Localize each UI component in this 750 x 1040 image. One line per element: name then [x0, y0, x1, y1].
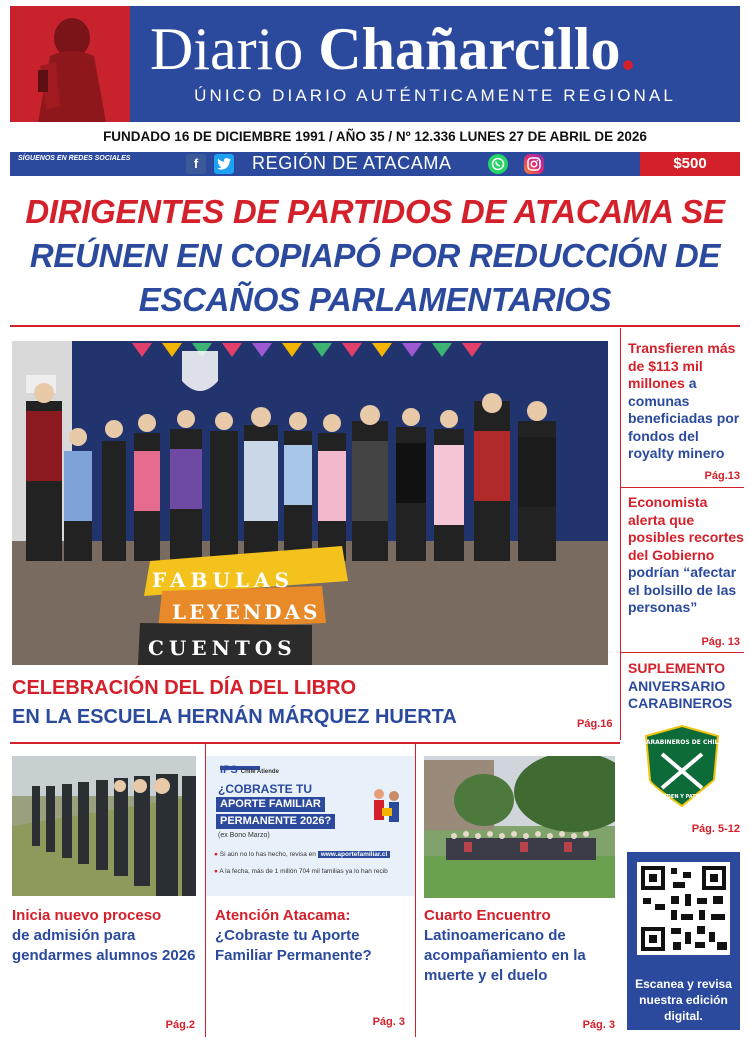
sidebar-rule — [620, 652, 744, 653]
sidebar-suplemento-label: SUPLEMENTO — [628, 660, 725, 676]
gendarmes-text: de admisión para gendarmes alumnos 2026 — [12, 927, 196, 964]
sidebar-story-royalty-lead: Transfieren más de $113 mil millones — [628, 340, 736, 391]
whatsapp-icon[interactable] — [488, 154, 508, 174]
encuentro-story[interactable] — [424, 906, 614, 986]
encuentro-text: Latinoamericano de acompañamiento en la muerte y el duelo — [424, 927, 586, 984]
sidebar-story-economista-lead: Economista alerta que posibles recortes del Gobierno — [628, 494, 744, 563]
gendarmes-page: Pág.2 — [165, 1019, 195, 1031]
tagline: ÚNICO DIARIO AUTÉNTICAMENTE REGIONAL — [194, 86, 676, 105]
sidebar-story-economista[interactable] — [628, 494, 744, 617]
social-label: SÍGUENOS EN REDES SOCIALES — [18, 155, 131, 162]
headline-line-3: ESCAÑOS PARLAMENTARIOS — [138, 281, 612, 318]
sidebar-story-royalty-page: Pág.13 — [704, 470, 740, 482]
instagram-icon[interactable] — [524, 154, 544, 174]
aporte-story[interactable] — [215, 906, 410, 966]
facebook-icon[interactable]: f — [186, 154, 206, 174]
sidebar-divider — [620, 328, 621, 740]
aporte-text: ¿Cobraste tu Aporte Familiar Permanente? — [215, 927, 372, 964]
aporte-lead: Atención Atacama: — [215, 907, 351, 924]
encuentro-lead: Cuarto Encuentro — [424, 907, 551, 924]
encuentro-page: Pág. 3 — [582, 1019, 615, 1031]
ad-title-1: ¿COBRASTE TU — [218, 782, 312, 796]
sign-fabulas: FABULAS — [152, 568, 294, 592]
headline-line-1: DIRIGENTES DE PARTIDOS DE ATACAMA SE — [25, 193, 725, 230]
sidebar-suplemento-title: ANIVERSARIO CARABINEROS — [628, 677, 733, 711]
bottom-divider-2 — [415, 742, 416, 1037]
edition-line: FUNDADO 16 DE DICIEMBRE 1991 / AÑO 35 / Nº 12.336 LUNES 27 DE ABRIL DE 2026 — [103, 129, 647, 144]
sidebar-suplemento[interactable] — [628, 660, 744, 713]
main-headline[interactable] — [10, 190, 740, 322]
main-story-page: Pág.16 — [577, 718, 613, 730]
masthead-statue-image — [10, 6, 130, 122]
qr-caption: Escanea y revisa nuestra edición digital. — [635, 977, 732, 1023]
carabineros-badge[interactable] — [642, 724, 722, 808]
gendarmes-photo[interactable] — [12, 756, 196, 896]
sidebar-story-royalty-text: a comunas beneficiadas por fondos del royalty minero — [628, 375, 740, 461]
family-illustration-icon — [370, 786, 404, 828]
badge-bottom-text: ORDEN Y PATRIA — [658, 794, 706, 800]
sign-leyendas: LEYENDAS — [172, 600, 321, 624]
main-story-caption-2[interactable]: EN LA ESCUELA HERNÁN MÁRQUEZ HUERTA — [12, 706, 457, 728]
headline-line-2: REÚNEN EN COPIAPÓ POR REDUCCIÓN DE — [29, 237, 721, 274]
gendarmes-lead: Inicia nuevo proceso — [12, 907, 162, 924]
sidebar-story-royalty[interactable] — [628, 340, 744, 463]
sidebar-rule — [620, 487, 744, 488]
encuentro-photo[interactable] — [424, 756, 615, 898]
twitter-icon[interactable] — [214, 154, 234, 174]
ad-title-3: PERMANENTE 2026? — [216, 814, 335, 829]
ad-line-2: ● A la fecha, más de 1 millón 704 mil familias ya lo han recib — [214, 868, 388, 875]
sign-cuentos: CUENTOS — [148, 636, 297, 660]
sidebar-story-economista-page: Pág. 13 — [701, 636, 740, 648]
region-label: REGIÓN DE ATACAMA — [252, 153, 452, 173]
aporte-page: Pág. 3 — [372, 1016, 405, 1028]
ad-title-2: APORTE FAMILIAR — [216, 797, 325, 812]
ad-line-1: ● Si aún no lo has hecho, revisa en www.aportefamiliar.cl — [214, 851, 409, 858]
ad-sub: (ex Bono Marzo) — [218, 832, 270, 839]
sidebar-suplemento-page: Pág. 5-12 — [691, 823, 740, 835]
paper-name: Diario Chañarcillo. — [150, 16, 636, 82]
headline-rule — [10, 325, 740, 327]
badge-top-text: CARABINEROS DE CHILE — [642, 739, 722, 746]
aporte-familiar-ad[interactable] — [206, 756, 415, 896]
main-story-caption-1[interactable]: CELEBRACIÓN DEL DÍA DEL LIBRO — [12, 677, 357, 699]
ips-logo: IPS Chile Atiende — [220, 764, 279, 776]
price-tag: $500 — [640, 152, 740, 176]
sidebar-story-economista-text: podrían “afectar el bolsillo de las personas” — [628, 564, 737, 615]
main-story-photo[interactable] — [12, 341, 608, 665]
gendarmes-story[interactable] — [12, 906, 197, 966]
bottom-rule — [10, 742, 620, 744]
